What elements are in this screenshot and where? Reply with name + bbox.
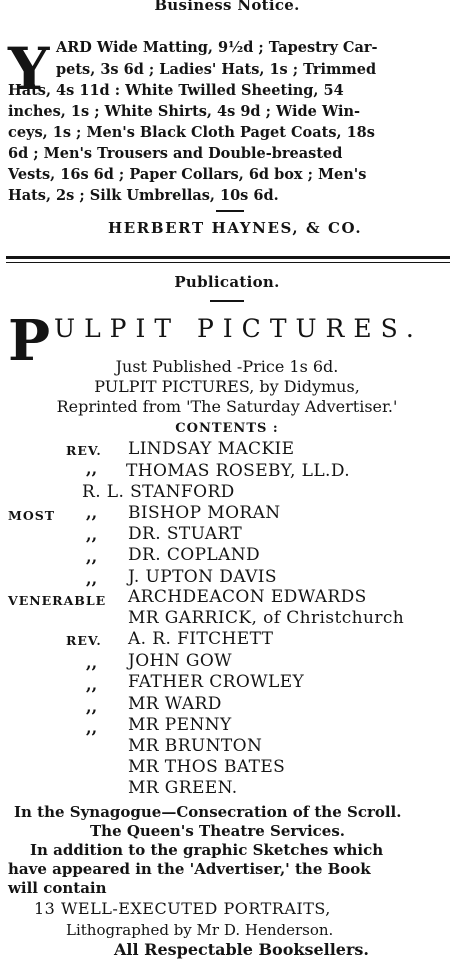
closing-line: have appeared in the 'Advertiser,' the Book [8, 860, 371, 878]
closing-line: Lithographed by Mr D. Henderson. [66, 921, 334, 939]
contents-label: CONTENTS : [175, 421, 279, 436]
intro-line: Just Published -Price 1s 6d. [115, 357, 339, 376]
row-name: ARCHDEACON EDWARDS [128, 587, 367, 607]
closing-line: 13 WELL-EXECUTED PORTRAITS, [34, 899, 331, 918]
business-line: ARD Wide Matting, 9½d ; Tapestry Car- [56, 39, 378, 56]
ditto-mark: ,, [86, 503, 98, 522]
intro-line: Reprinted from 'The Saturday Advertiser.' [56, 397, 398, 416]
row-name: J. UPTON DAVIS [128, 567, 277, 587]
publication-dropcap: P [8, 308, 51, 374]
row-name: THOMAS ROSEBY, LL.D. [126, 461, 351, 481]
row-name: DR. COPLAND [128, 545, 261, 565]
business-line: 6d ; Men's Trousers and Double-breasted [8, 145, 343, 162]
row-name: MR PENNY [128, 715, 232, 735]
double-rule-bottom [6, 262, 450, 263]
publication-heading: Publication. [174, 273, 280, 291]
row-lead: REV. [66, 633, 102, 648]
row-name: MR GREEN. [128, 778, 238, 798]
row-lead: MOST [8, 508, 56, 523]
closing-line: The Queen's Theatre Services. [90, 822, 346, 840]
ditto-mark: ,, [86, 675, 98, 694]
closing-line: will contain [8, 879, 107, 897]
intro-line: PULPIT PICTURES, by Didymus, [94, 377, 360, 396]
business-line: pets, 3s 6d ; Ladies' Hats, 1s ; Trimmed [56, 61, 377, 78]
ditto-mark: ,, [86, 459, 98, 478]
business-line: ceys, 1s ; Men's Black Cloth Paget Coats, 18s [8, 124, 375, 141]
short-divider [210, 300, 244, 302]
row-name: LINDSAY MACKIE [128, 439, 295, 459]
row-name: MR THOS BATES [128, 757, 286, 777]
row-name: A. R. FITCHETT [128, 629, 274, 649]
row-name: R. L. STANFORD [82, 482, 235, 502]
row-name: JOHN GOW [128, 651, 233, 671]
row-name: MR GARRICK, of Christchurch [128, 608, 405, 628]
business-signature: HERBERT HAYNES, & CO. [108, 219, 363, 237]
business-line: inches, 1s ; White Shirts, 4s 9d ; Wide Win- [8, 103, 361, 120]
row-name: MR WARD [128, 694, 222, 714]
row-lead: VENERABLE [8, 593, 107, 608]
row-name: MR BRUNTON [128, 736, 263, 756]
row-name: DR. STUART [128, 524, 243, 544]
ditto-mark: ,, [86, 569, 98, 588]
closing-line: All Respectable Booksellers. [114, 940, 369, 959]
closing-line: In addition to the graphic Sketches which [30, 841, 384, 859]
business-heading: Business Notice. [154, 0, 300, 14]
ditto-mark: ,, [86, 653, 98, 672]
business-line: Hats, 4s 11d : White Twilled Sheeting, 54 [8, 82, 344, 99]
short-divider [216, 210, 244, 212]
business-line: Hats, 2s ; Silk Umbrellas, 10s 6d. [8, 187, 279, 204]
ditto-mark: ,, [86, 697, 98, 716]
business-line: Vests, 16s 6d ; Paper Collars, 6d box ; Men's [8, 166, 367, 183]
row-name: BISHOP MORAN [128, 503, 281, 523]
business-dropcap: Y [8, 35, 50, 103]
ditto-mark: ,, [86, 718, 98, 737]
row-lead: REV. [66, 443, 102, 458]
row-name: FATHER CROWLEY [128, 672, 305, 692]
closing-line: In the Synagogue—Consecration of the Scroll. [14, 803, 402, 821]
publication-title: ULPIT PICTURES. [54, 314, 423, 343]
ditto-mark: ,, [86, 547, 98, 566]
double-rule-top [6, 256, 450, 259]
ditto-mark: ,, [86, 525, 98, 544]
